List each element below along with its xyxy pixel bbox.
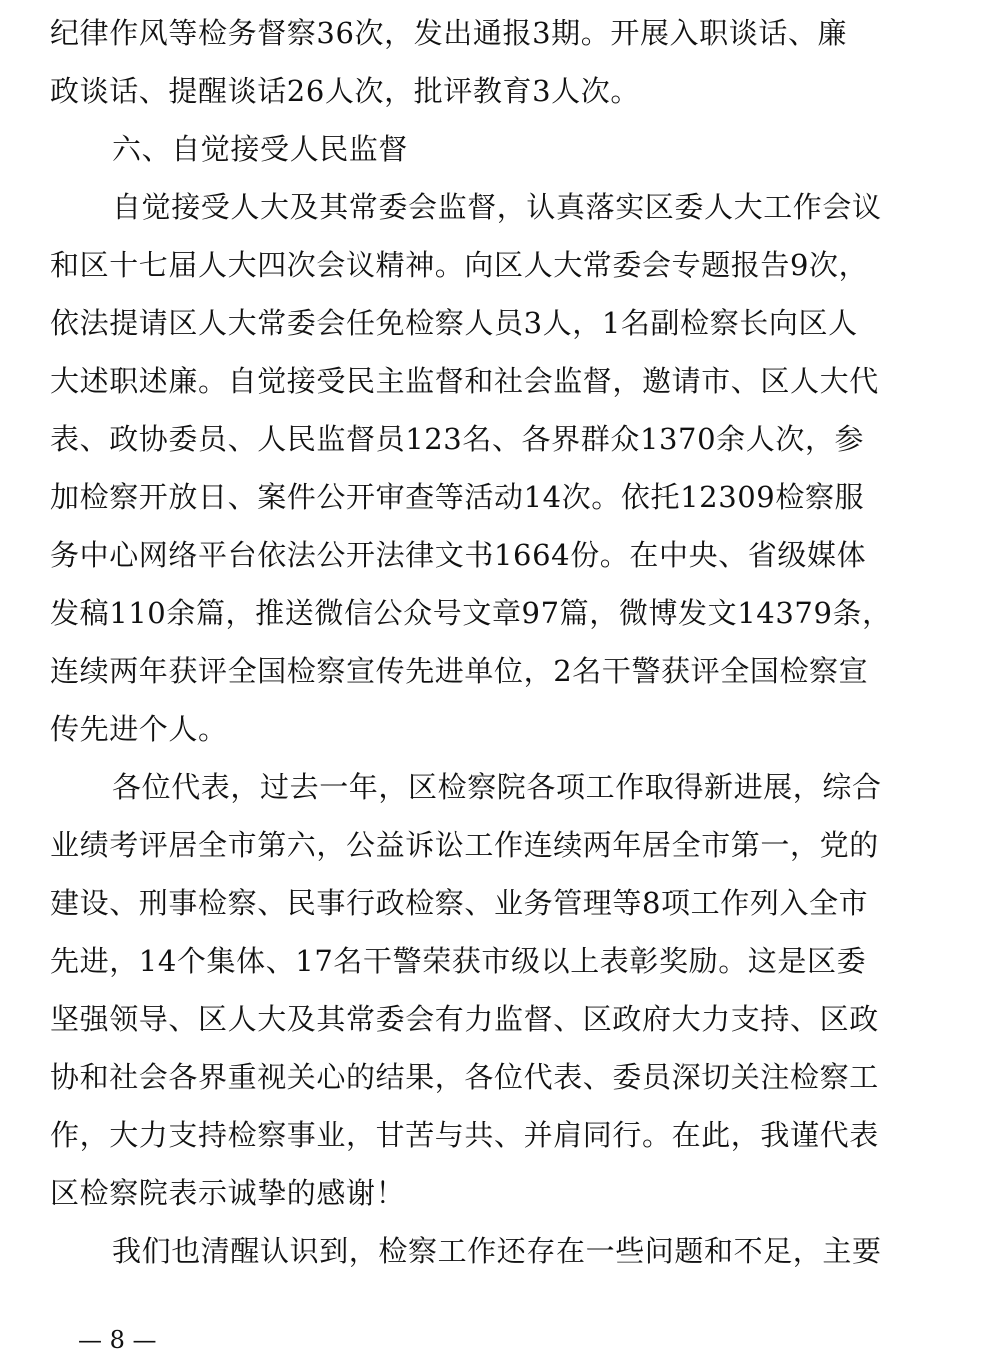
text-line: 协和社会各界重视关心的结果，各位代表、委员深切关注检察工 <box>50 1060 879 1094</box>
text-line: 各位代表，过去一年，区检察院各项工作取得新进展，综合 <box>112 770 882 804</box>
text-line: 和区十七届人大四次会议精神。向区人大常委会专题报告9次， <box>50 248 869 282</box>
text-line: 务中心网络平台依法公开法律文书1664份。在中央、省级媒体 <box>50 538 867 572</box>
text-line: 六、自觉接受人民监督 <box>112 132 409 166</box>
text-line: 坚强领导、区人大及其常委会有力监督、区政府大力支持、区政 <box>50 1002 879 1036</box>
text-line: 连续两年获评全国检察宣传先进单位，2名干警获评全国检察宣 <box>50 654 869 688</box>
text-line: 纪律作风等检务督察36次，发出通报3期。开展入职谈话、廉 <box>50 16 848 50</box>
text-line: 传先进个人。 <box>50 712 228 746</box>
text-line: 大述职述廉。自觉接受民主监督和社会监督，邀请市、区人大代 <box>50 364 879 398</box>
text-line: 发稿110余篇，推送微信公众号文章97篇，微博发文14379条， <box>50 596 892 630</box>
text-line: 表、政协委员、人民监督员123名、各界群众1370余人次，参 <box>50 422 865 456</box>
text-line: 区检察院表示诚挚的感谢！ <box>50 1176 406 1210</box>
text-line: 作，大力支持检察事业，甘苦与共、并肩同行。在此，我谨代表 <box>50 1118 879 1152</box>
text-line: 加检察开放日、案件公开审查等活动14次。依托12309检察服 <box>50 480 865 514</box>
text-line: 业绩考评居全市第六，公益诉讼工作连续两年居全市第一，党的 <box>50 828 879 862</box>
text-line: 建设、刑事检察、民事行政检察、业务管理等8项工作列入全市 <box>50 886 869 920</box>
text-line: 先进，14个集体、17名干警荣获市级以上表彰奖励。这是区委 <box>50 944 867 978</box>
text-line: 依法提请区人大常委会任免检察人员3人，1名副检察长向区人 <box>50 306 858 340</box>
text-line: 自觉接受人大及其常委会监督，认真落实区委人大工作会议 <box>112 190 882 224</box>
body-text <box>50 4 940 1280</box>
page-number: — 8 — <box>78 1326 157 1354</box>
text-line: 我们也清醒认识到，检察工作还存在一些问题和不足，主要 <box>112 1234 882 1268</box>
text-line: 政谈话、提醒谈话26人次，批评教育3人次。 <box>50 74 640 108</box>
